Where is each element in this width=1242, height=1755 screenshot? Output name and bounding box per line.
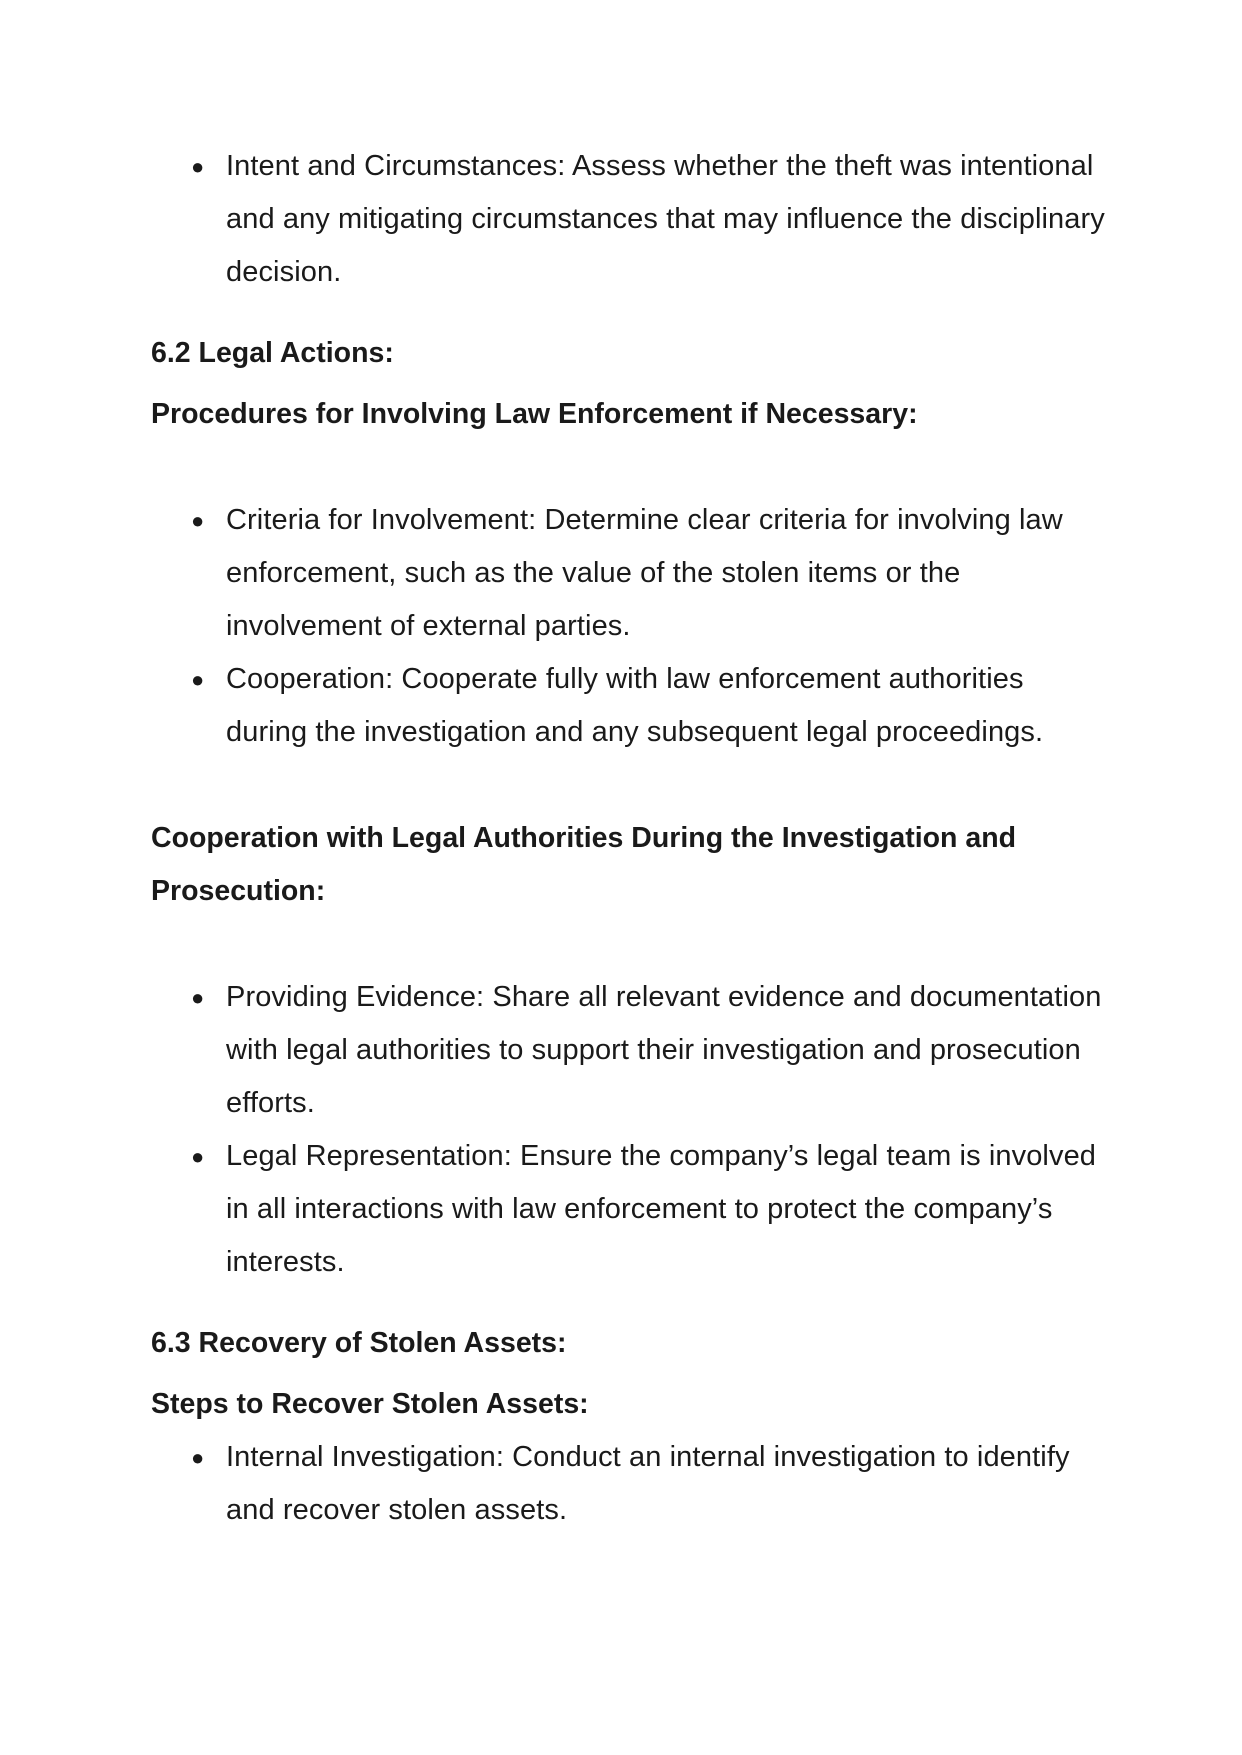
list-item-text: Internal Investigation: Conduct an internal investigation to identify and recover stolen assets.: [226, 1441, 1070, 1526]
section-heading-6-2: 6.2 Legal Actions:: [151, 337, 394, 369]
bullet-list-legal-authorities: [151, 971, 1111, 1289]
list-item: [151, 140, 1111, 299]
list-item-text: Providing Evidence: Share all relevant evidence and documentation with legal authorities to support their investigation and prosecution efforts.: [226, 981, 1102, 1119]
list-item: [151, 653, 1111, 759]
bullet-icon: ●: [191, 1445, 205, 1470]
list-item-text: Legal Representation: Ensure the company’s legal team is involved in all interactions with law enforcement to protect the company’s interests.: [226, 1140, 1097, 1278]
list-item-text: Cooperation: Cooperate fully with law enforcement authorities during the investigation and any subsequent legal proceedings.: [226, 663, 1044, 748]
bullet-icon: ●: [191, 667, 205, 692]
bullet-icon: ●: [191, 154, 205, 179]
bullet-icon: ●: [191, 1144, 205, 1169]
bullet-list-recovery: [151, 1431, 1111, 1537]
subheading-procedures: Procedures for Involving Law Enforcement if Necessary:: [151, 398, 918, 430]
list-item: [151, 1130, 1111, 1289]
list-item-text: Intent and Circumstances: Assess whether the theft was intentional and any mitigating circumstances that may influence the disciplinary decision.: [226, 150, 1105, 288]
page-content: [151, 140, 1111, 1537]
bullet-icon: ●: [191, 508, 205, 533]
list-item: [151, 1431, 1111, 1537]
list-item: [151, 494, 1111, 653]
list-item: [151, 971, 1111, 1130]
bullet-icon: ●: [191, 985, 205, 1010]
section-heading-6-3: 6.3 Recovery of Stolen Assets:: [151, 1327, 567, 1359]
subheading-cooperation: Cooperation with Legal Authorities During the Investigation and Prosecution:: [151, 822, 1017, 907]
bullet-list-law-enforcement: [151, 494, 1111, 759]
bullet-list-intent: [151, 140, 1111, 299]
subheading-steps: Steps to Recover Stolen Assets:: [151, 1388, 589, 1420]
list-item-text: Criteria for Involvement: Determine clear criteria for involving law enforcement, such as the value of the stolen items or the involvement of external parties.: [226, 504, 1063, 642]
